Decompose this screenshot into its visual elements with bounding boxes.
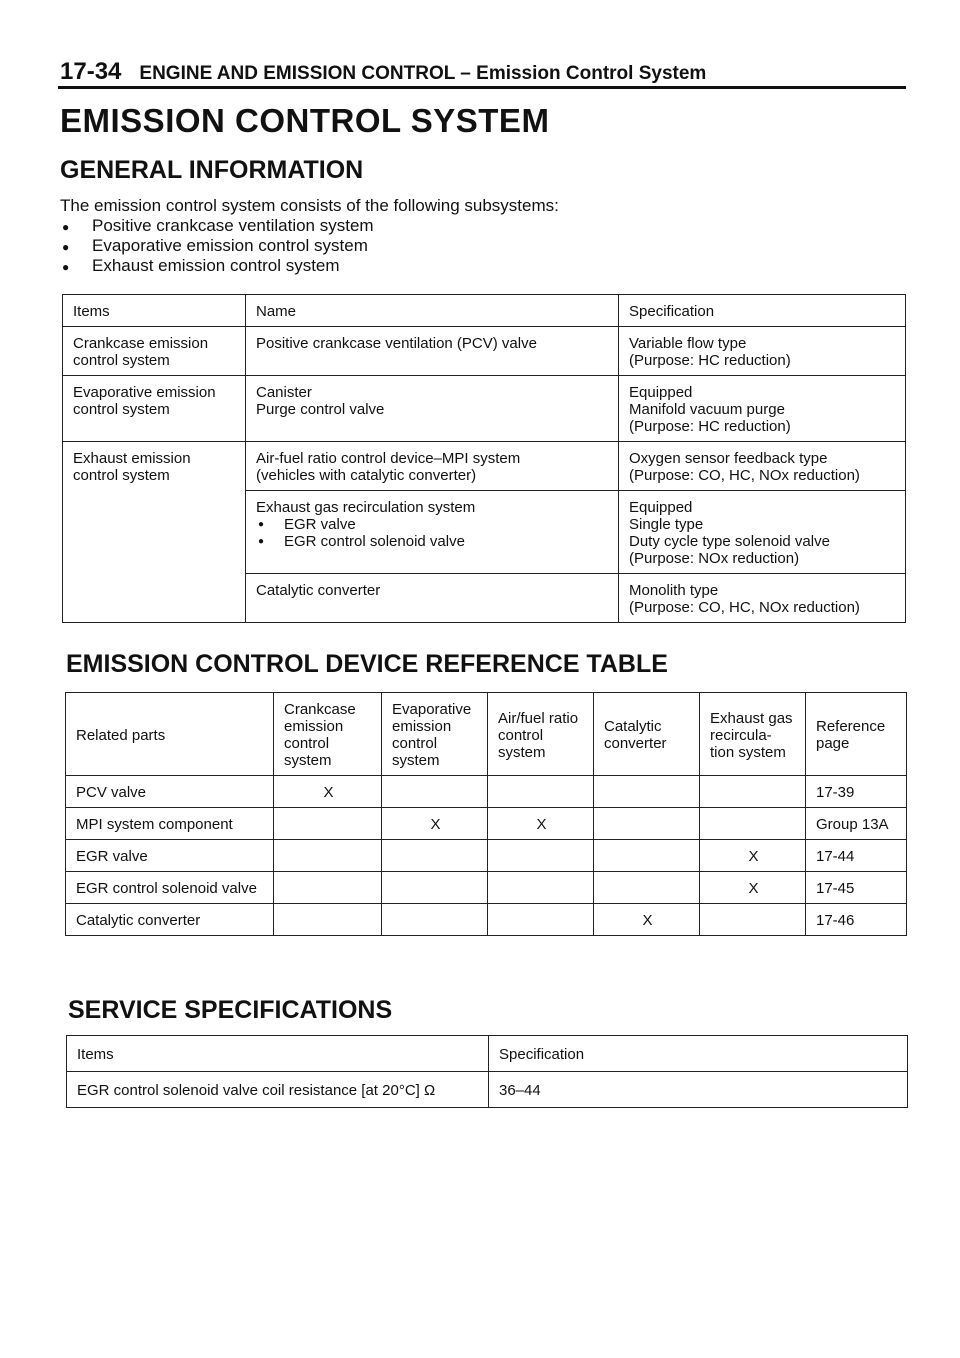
spec-cell (619, 442, 906, 491)
spec-line: (Purpose: HC reduction) (629, 418, 791, 435)
table-row (66, 872, 907, 904)
mark-cell: X (488, 808, 594, 840)
spec-line: Oxygen sensor feedback type (629, 450, 828, 467)
part-cell: EGR valve (66, 840, 274, 872)
mark-cell: X (700, 840, 806, 872)
mark-cell (274, 840, 382, 872)
header-cell: Related parts (66, 693, 274, 776)
spec-cell (619, 376, 906, 442)
spec-line: Manifold vacuum purge (629, 401, 785, 418)
spec-cell: 36–44 (489, 1072, 908, 1108)
header-cell: Items (63, 295, 246, 327)
name-cell: Catalytic converter (246, 574, 619, 623)
mark-cell (488, 776, 594, 808)
page-cell: Group 13A (806, 808, 907, 840)
mark-cell (700, 808, 806, 840)
table-row (63, 442, 906, 491)
table-row (63, 327, 906, 376)
header-rule (58, 86, 906, 89)
part-cell: EGR control solenoid valve (66, 872, 274, 904)
header-cell: Specification (489, 1036, 908, 1072)
spec-cell (619, 574, 906, 623)
spec-line: Equipped (629, 499, 693, 516)
spec-line: (Purpose: CO, HC, NOx reduction) (629, 467, 860, 484)
item-cell: EGR control solenoid valve coil resistance [at 20°C] Ω (67, 1072, 489, 1108)
general-heading: GENERAL INFORMATION (60, 156, 364, 184)
mark-cell (274, 808, 382, 840)
item-cell: Crankcase emission control system (63, 327, 246, 376)
page-cell: 17-39 (806, 776, 907, 808)
spec-line: Single type (629, 516, 704, 533)
table-row (67, 1072, 908, 1108)
spec-line: (Purpose: CO, HC, NOx reduction) (629, 599, 860, 616)
running-header (60, 58, 905, 86)
name-line: (vehicles with catalytic converter) (256, 467, 477, 484)
mark-cell (382, 840, 488, 872)
name-line: Exhaust gas recirculation system (256, 499, 476, 516)
part-cell: Catalytic converter (66, 904, 274, 936)
table-header-row (66, 693, 907, 776)
list-item: ● EGR control solenoid valve (256, 533, 610, 550)
header-cell: Reference page (806, 693, 907, 776)
mark-cell (594, 808, 700, 840)
table-row (66, 808, 907, 840)
egr-bullets (256, 516, 610, 550)
mark-cell (700, 776, 806, 808)
mark-cell (274, 872, 382, 904)
mark-cell: X (274, 776, 382, 808)
item-cell: Exhaust emission control system (63, 442, 246, 623)
part-cell: MPI system component (66, 808, 274, 840)
mark-cell (594, 776, 700, 808)
mark-cell (382, 872, 488, 904)
header-cell: Evaporative emission control system (382, 693, 488, 776)
header-cell: Air/fuel ratio control system (488, 693, 594, 776)
part-cell: PCV valve (66, 776, 274, 808)
page-cell: 17-45 (806, 872, 907, 904)
service-heading: SERVICE SPECIFICATIONS (68, 996, 393, 1024)
mark-cell (488, 904, 594, 936)
mark-cell (594, 840, 700, 872)
mark-cell (274, 904, 382, 936)
list-item: ● Positive crankcase ventilation system (60, 216, 559, 236)
spec-cell (619, 327, 906, 376)
table-row (66, 776, 907, 808)
item-cell: Evaporative emission control system (63, 376, 246, 442)
spec-line: Variable flow type (629, 335, 747, 352)
header-cell: Crankcase emission control system (274, 693, 382, 776)
spec-line: Duty cycle type solenoid valve (629, 533, 830, 550)
header-cell: Specification (619, 295, 906, 327)
name-line: Air-fuel ratio control device–MPI system (256, 450, 521, 467)
table-header-row (63, 295, 906, 327)
mark-cell (700, 904, 806, 936)
mark-cell: X (594, 904, 700, 936)
spec-line: Equipped (629, 384, 693, 401)
table-header-row (67, 1036, 908, 1072)
mark-cell (488, 840, 594, 872)
section-title: ENGINE AND EMISSION CONTROL – Emission Control System (139, 63, 707, 84)
spec-line: (Purpose: HC reduction) (629, 352, 791, 369)
mark-cell (382, 904, 488, 936)
list-item: ● EGR valve (256, 516, 610, 533)
items-table (62, 294, 906, 623)
table-row (63, 376, 906, 442)
general-intro (60, 196, 559, 276)
intro-text: The emission control system consists of the following subsystems: (60, 196, 559, 215)
list-item: ● Evaporative emission control system (60, 236, 559, 256)
name-line: Canister (256, 384, 312, 401)
mark-cell: X (382, 808, 488, 840)
spec-line: (Purpose: NOx reduction) (629, 550, 800, 567)
header-cell: Name (246, 295, 619, 327)
table-row (66, 904, 907, 936)
service-spec-table (66, 1035, 908, 1108)
table-row (66, 840, 907, 872)
list-item: ● Exhaust emission control system (60, 256, 559, 276)
subsystem-list (60, 216, 559, 276)
name-cell (246, 376, 619, 442)
name-cell (246, 442, 619, 491)
mark-cell (594, 872, 700, 904)
page-number: 17-34 (60, 58, 122, 85)
header-cell: Exhaust gas recircula- tion system (700, 693, 806, 776)
header-cell: Items (67, 1036, 489, 1072)
header-cell: Catalytic converter (594, 693, 700, 776)
name-cell (246, 491, 619, 574)
mark-cell: X (700, 872, 806, 904)
mark-cell (488, 872, 594, 904)
spec-cell (619, 491, 906, 574)
reference-table (65, 692, 907, 936)
mark-cell (382, 776, 488, 808)
page-cell: 17-44 (806, 840, 907, 872)
spec-line: Monolith type (629, 582, 719, 599)
name-cell: Positive crankcase ventilation (PCV) valve (246, 327, 619, 376)
page-cell: 17-46 (806, 904, 907, 936)
reference-heading: EMISSION CONTROL DEVICE REFERENCE TABLE (66, 650, 668, 678)
page-title: EMISSION CONTROL SYSTEM (60, 102, 550, 139)
name-line: Purge control valve (256, 401, 385, 418)
